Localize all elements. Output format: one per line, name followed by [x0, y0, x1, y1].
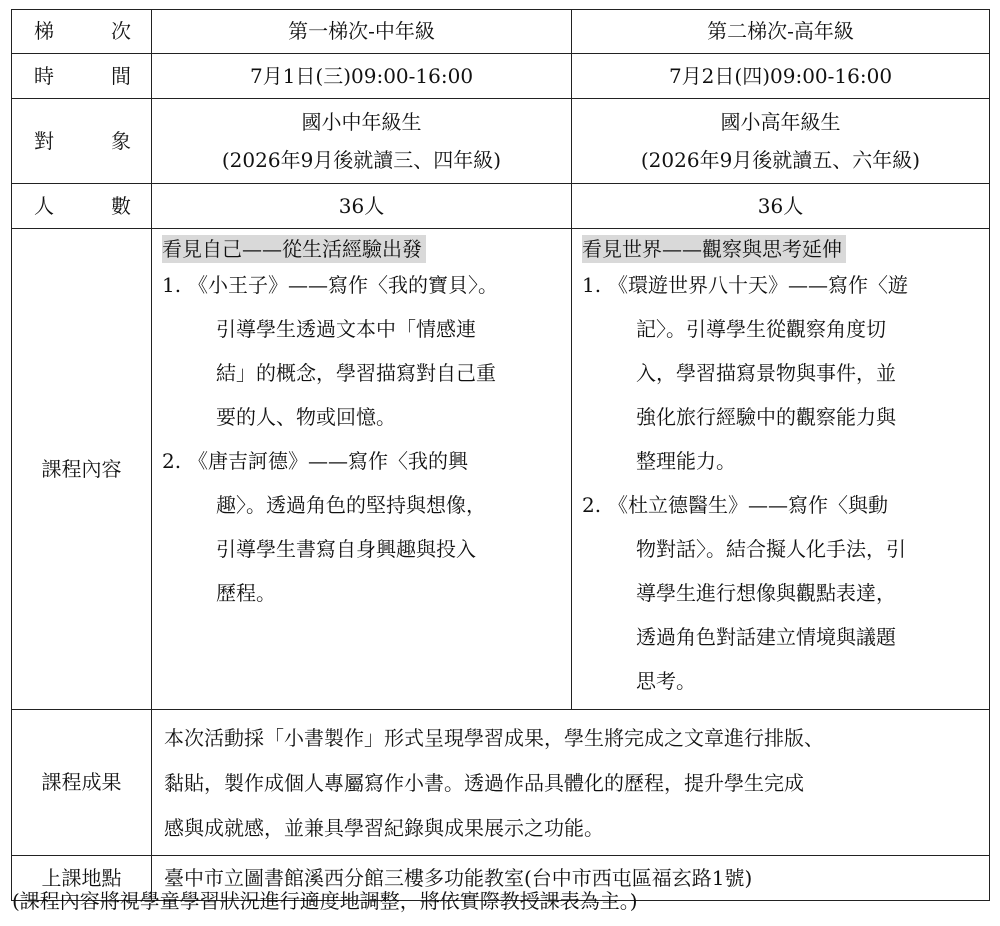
session-2-item-1: 1. 《環遊世界八十天》——寫作〈遊 記〉。引導學生從觀察角度切 入，學習描寫景物與事件，並 強化旅行經驗中的觀察能力與 整理能力。: [582, 273, 908, 473]
session-1-target: 國小中年級生 (2026年9月後就讀三、四年級): [152, 99, 572, 184]
session-2-item-2: 2. 《杜立德醫生》——寫作〈與動 物對話〉。結合擬人化手法，引 導學生進行想像與觀點表達， 透過角色對話建立情境與議題 思考。: [582, 493, 906, 693]
session-2-title: 第二梯次-高年級: [572, 10, 990, 54]
session-2-count: 36人: [572, 184, 990, 229]
row-target: [12, 99, 990, 184]
label-target: 對 象: [12, 99, 152, 184]
footnote: (課程內容將視學童學習狀況進行適度地調整，將依實際教授課表為主。): [12, 889, 638, 913]
row-time: [12, 54, 990, 99]
session-1-title: 第一梯次-中年級: [152, 10, 572, 54]
session-1-time: 7月1日(三)09:00-16:00: [152, 54, 572, 99]
outcome-text: 本次活動採「小書製作」形式呈現學習成果，學生將完成之文章進行排版、 黏貼，製作成個人專屬寫作小書。透過作品具體化的歷程，提升學生完成 感與成就感，並兼具學習紀錄與成果展示之功能。: [152, 710, 990, 856]
session-1-count: 36人: [152, 184, 572, 229]
course-table: [11, 9, 990, 901]
session-1-content: [152, 229, 572, 710]
session-2-time: 7月2日(四)09:00-16:00: [572, 54, 990, 99]
session-1-theme: 看見自己——從生活經驗出發: [162, 235, 426, 263]
label-session: 梯 次: [12, 10, 152, 54]
row-content: [12, 229, 990, 710]
label-place: 上課地點: [12, 856, 152, 901]
label-content: 課程內容: [12, 229, 152, 710]
session-1-item-1: 1. 《小王子》——寫作〈我的寶貝〉。 引導學生透過文本中「情感連 結」的概念，學習描寫對自己重 要的人、物或回憶。: [162, 273, 498, 429]
label-count: 人 數: [12, 184, 152, 229]
label-outcome: 課程成果: [12, 710, 152, 856]
session-1-item-2: 2. 《唐吉訶德》——寫作〈我的興 趣〉。透過角色的堅持與想像， 引導學生書寫自身興趣與投入 歷程。: [162, 449, 486, 605]
session-2-target: 國小高年級生 (2026年9月後就讀五、六年級): [572, 99, 990, 184]
label-time: 時 間: [12, 54, 152, 99]
row-session: [12, 10, 990, 54]
row-count: [12, 184, 990, 229]
place-text: 臺中市立圖書館溪西分館三樓多功能教室(台中市西屯區福玄路1號): [152, 856, 990, 901]
session-2-theme: 看見世界——觀察與思考延伸: [582, 235, 846, 263]
row-outcome: [12, 710, 990, 856]
session-2-content: [572, 229, 990, 710]
